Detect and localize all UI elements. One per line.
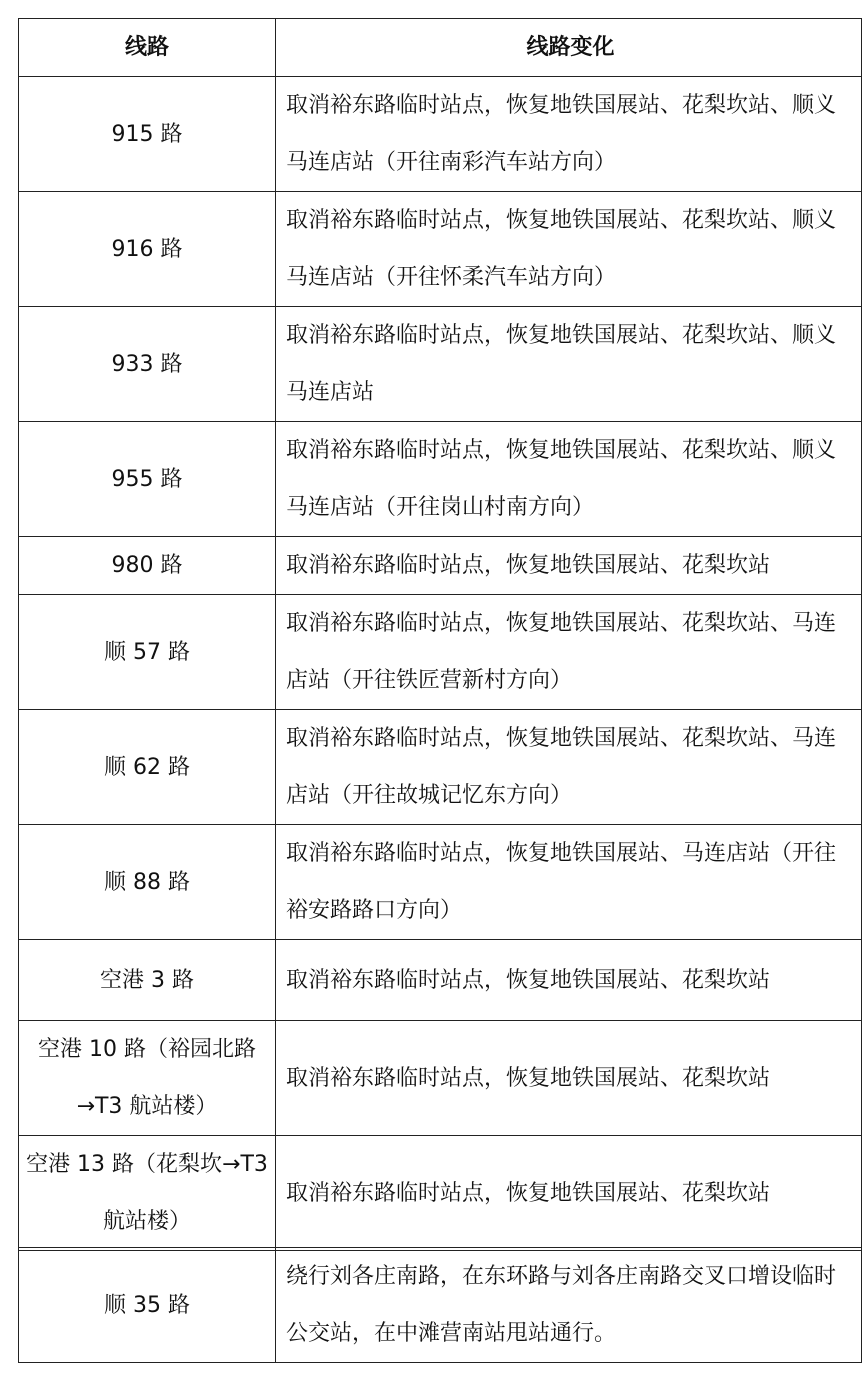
change-cell: 取消裕东路临时站点，恢复地铁国展站、花梨坎站、顺义马连店站（开往南彩汽车站方向） [276,77,862,192]
route-change-table [18,18,862,1251]
table-row [19,1136,862,1251]
change-cell: 取消裕东路临时站点，恢复地铁国展站、花梨坎站、马连店站（开往铁匠营新村方向） [276,595,862,710]
route-cell: 980 路 [19,537,276,595]
change-cell: 取消裕东路临时站点，恢复地铁国展站、花梨坎站 [276,1021,862,1136]
change-cell: 取消裕东路临时站点，恢复地铁国展站、马连店站（开往裕安路路口方向） [276,825,862,940]
route-cell: 顺 35 路 [19,1248,276,1363]
route-cell: 空港 10 路（裕园北路→T3 航站楼） [19,1021,276,1136]
table-row [19,192,862,307]
change-cell: 取消裕东路临时站点，恢复地铁国展站、花梨坎站 [276,1136,862,1251]
route-cell: 915 路 [19,77,276,192]
table-row [19,537,862,595]
table-row [19,77,862,192]
table-row [19,307,862,422]
table-row [19,1248,862,1363]
change-cell: 取消裕东路临时站点，恢复地铁国展站、花梨坎站 [276,940,862,1021]
change-cell: 取消裕东路临时站点，恢复地铁国展站、花梨坎站、马连店站（开往故城记忆东方向） [276,710,862,825]
route-cell: 顺 57 路 [19,595,276,710]
route-cell: 916 路 [19,192,276,307]
route-cell: 顺 88 路 [19,825,276,940]
change-cell: 取消裕东路临时站点，恢复地铁国展站、花梨坎站、顺义马连店站 [276,307,862,422]
route-cell: 933 路 [19,307,276,422]
change-cell: 取消裕东路临时站点，恢复地铁国展站、花梨坎站、顺义马连店站（开往怀柔汽车站方向） [276,192,862,307]
route-cell: 空港 3 路 [19,940,276,1021]
table-row [19,422,862,537]
route-cell: 空港 13 路（花梨坎→T3 航站楼） [19,1136,276,1251]
route-cell: 955 路 [19,422,276,537]
header-route: 线路 [19,19,276,77]
table-row [19,710,862,825]
route-cell: 顺 62 路 [19,710,276,825]
change-cell: 取消裕东路临时站点，恢复地铁国展站、花梨坎站 [276,537,862,595]
table-row [19,940,862,1021]
table-row [19,595,862,710]
route-change-extra-table [18,1247,862,1363]
change-cell: 绕行刘各庄南路，在东环路与刘各庄南路交叉口增设临时公交站，在中滩营南站甩站通行。 [276,1248,862,1363]
change-cell: 取消裕东路临时站点，恢复地铁国展站、花梨坎站、顺义马连店站（开往岗山村南方向） [276,422,862,537]
table-row [19,1021,862,1136]
header-change: 线路变化 [276,19,862,77]
table-row [19,825,862,940]
table-header-row [19,19,862,77]
